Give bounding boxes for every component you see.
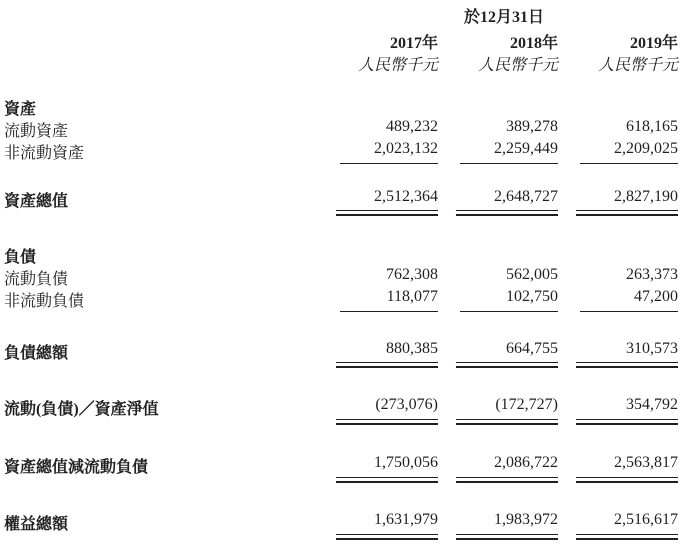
subtotal-rule-2017 [340, 311, 438, 312]
row-total-assets-less-cl-2019: 2,563,817 [614, 454, 678, 471]
row-total-liabilities-label: 負債總額 [4, 345, 69, 362]
row-net-current-label: 流動(負債)／資產淨值 [4, 401, 159, 418]
row-current-assets-2017: 489,232 [386, 118, 438, 135]
row-noncurrent-liabilities-label: 非流動負債 [4, 293, 85, 310]
subtotal-rule-2019 [580, 311, 678, 312]
row-total-equity-2019: 2,516,617 [614, 511, 678, 528]
total-double-rule-2019 [576, 534, 678, 540]
total-double-rule-2018 [456, 534, 558, 540]
total-double-rule-2018 [456, 477, 558, 483]
row-total-equity-2018: 1,983,972 [494, 511, 558, 528]
total-double-rule-2017 [336, 362, 438, 368]
total-double-rule-2018 [456, 419, 558, 425]
row-total-liabilities-2019: 310,573 [626, 340, 678, 357]
subtotal-rule-2018 [460, 163, 558, 164]
total-double-rule-2017 [336, 419, 438, 425]
subtotal-rule-2019 [580, 163, 678, 164]
total-double-rule-2019 [576, 477, 678, 483]
row-current-assets-2019: 618,165 [626, 118, 678, 135]
row-total-assets-2019: 2,827,190 [614, 188, 678, 205]
row-noncurrent-assets-label: 非流動資產 [4, 145, 85, 162]
row-current-liabilities-2017: 762,308 [386, 266, 438, 283]
row-total-equity-2017: 1,631,979 [374, 511, 438, 528]
total-double-rule-2018 [456, 210, 558, 216]
row-net-current-2018: (172,727) [495, 396, 558, 413]
header-year-2017: 2017年 [389, 35, 438, 52]
row-total-liabilities-2018: 664,755 [506, 340, 558, 357]
total-double-rule-2017 [336, 210, 438, 216]
row-net-current-2019: 354,792 [626, 396, 678, 413]
row-total-assets-less-cl-2018: 2,086,722 [494, 454, 558, 471]
row-total-equity-label: 權益總額 [4, 516, 69, 533]
row-total-liabilities-2017: 880,385 [386, 340, 438, 357]
row-total-assets-2018: 2,648,727 [494, 188, 558, 205]
row-noncurrent-assets-2017: 2,023,132 [374, 140, 438, 157]
row-noncurrent-assets-2018: 2,259,449 [494, 140, 558, 157]
total-double-rule-2018 [456, 362, 558, 368]
row-noncurrent-liabilities-2017: 118,077 [386, 288, 438, 305]
row-current-liabilities-2018: 562,005 [506, 266, 558, 283]
row-liabilities-heading: 負債 [4, 249, 37, 266]
header-unit-2019: 人民幣千元 [597, 57, 678, 74]
header-unit-2017: 人民幣千元 [357, 57, 438, 74]
row-current-liabilities-2019: 263,373 [626, 266, 678, 283]
total-double-rule-2017 [336, 477, 438, 483]
row-noncurrent-assets-2019: 2,209,025 [614, 140, 678, 157]
row-noncurrent-liabilities-2019: 47,200 [634, 288, 678, 305]
header-year-2018: 2018年 [509, 35, 558, 52]
subtotal-rule-2017 [340, 163, 438, 164]
total-double-rule-2019 [576, 419, 678, 425]
header-date-group: 於12月31日 [463, 9, 544, 26]
row-total-assets-less-cl-label: 資產總值減流動負債 [4, 459, 149, 476]
row-current-assets-2018: 389,278 [506, 118, 558, 135]
row-total-assets-less-cl-2017: 1,750,056 [374, 454, 438, 471]
total-double-rule-2019 [576, 362, 678, 368]
row-total-assets-label: 資產總值 [4, 193, 69, 210]
row-assets-heading: 資產 [4, 101, 37, 118]
row-noncurrent-liabilities-2018: 102,750 [506, 288, 558, 305]
row-total-assets-2017: 2,512,364 [374, 188, 438, 205]
header-unit-2018: 人民幣千元 [477, 57, 558, 74]
total-double-rule-2017 [336, 534, 438, 540]
total-double-rule-2019 [576, 210, 678, 216]
row-current-assets-label: 流動資產 [4, 123, 69, 140]
row-current-liabilities-label: 流動負債 [4, 271, 69, 288]
header-year-2019: 2019年 [629, 35, 678, 52]
subtotal-rule-2018 [460, 311, 558, 312]
row-net-current-2017: (273,076) [375, 396, 438, 413]
